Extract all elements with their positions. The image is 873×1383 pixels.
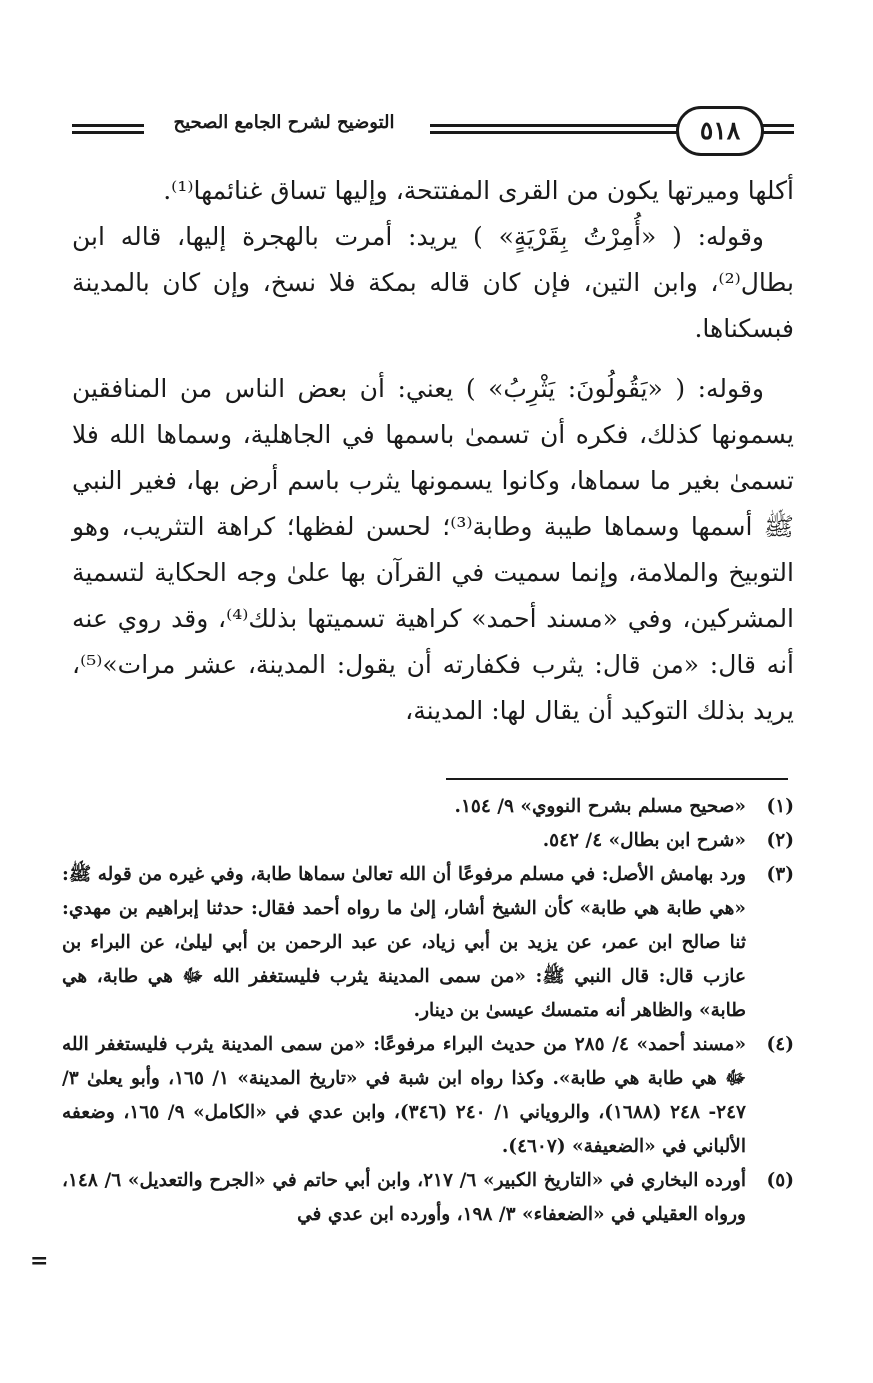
paragraph: أكلها وميرتها يكون من القرى المفتتحة، وإليها تساق غنائمها⁽¹⁾. bbox=[163, 176, 794, 205]
paragraph: وقوله: ( «يَقُولُونَ: يَثْرِبُ» ) يعني: أن بعض الناس من المنافقين يسمونها كذلك، فكره أن تسمىٰ باسمها في الجاهلية، وسماها الله فلا تسمىٰ بغير ما سماها، وكانوا يسمونها يثرب باسم أرض بها، فغير النبي ﷺ أسمها وسماها طيبة وطابة⁽³⁾؛ لحسن لفظها؛ كراهة التثريب، وهو التوبيخ والملامة، وإنما سميت في القرآن بها علىٰ وجه الحكاية لتسمية المشركين، وفي «مسند أحمد» كراهية تسميتها بذلك⁽⁴⁾، وقد روي عنه أنه قال: «من قال: يثرب فكفارته أن يقول: المدينة، عشر مرات»⁽⁵⁾، يريد بذلك التوكيد أن يقال لها: المدينة، bbox=[72, 374, 795, 725]
page-number-badge: ٥١٨ bbox=[676, 106, 764, 156]
footnote-number: (٢) bbox=[766, 830, 794, 851]
header-rule-middle bbox=[430, 124, 680, 134]
footnote-number: (٥) bbox=[766, 1170, 794, 1191]
paragraph: وقوله: ( «أُمِرْتُ بِقَرْيَةٍ» ) يريد: أمرت بالهجرة إليها، قاله ابن بطال⁽²⁾، وابن التين، فإن كان قاله بمكة فلا نسخ، وإن كان بالمدينة فبسكناها. bbox=[72, 222, 794, 343]
footnote-text: «مسند أحمد» ٤/ ٢٨٥ من حديث البراء مرفوعًا: «من سمى المدينة يثرب فليستغفر الله ﷻ هي طابة هي طابة». وكذا رواه ابن شبة في «تاريخ المدينة» ١/ ١٦٥، وأبو يعلىٰ ٣/ ٢٤٧- ٢٤٨ (١٦٨٨)، والروياني ١/ ٢٤٠ (٣٤٦)، وابن عدي في «الكامل» ٩/ ١٦٥، وضعفه الألباني في «الضعيفة» (٤٦٠٧). bbox=[62, 1034, 747, 1157]
page-header bbox=[72, 104, 794, 160]
header-rule-left bbox=[72, 124, 144, 134]
running-title: التوضيح لشرح الجامع الصحيح bbox=[173, 112, 395, 133]
footnote bbox=[62, 1028, 794, 1164]
footnote-text: «شرح ابن بطال» ٤/ ٥٤٢. bbox=[542, 830, 746, 851]
header-rule-right bbox=[760, 124, 794, 134]
footnote-text: ورد بهامش الأصل: في مسلم مرفوعًا أن الله تعالىٰ سماها طابة، وفي غيره من قوله ﷺ: «هي طابة هي طابة» كأن الشيخ أشار، إلىٰ ما رواه أحمد فقال: حدثنا إبراهيم بن مهدي: ثنا صالح ابن عمر، عن يزيد بن أبي زياد، عن عبد الرحمن بن أبي ليلىٰ، عن البراء بن عازب قال: قال النبي ﷺ: «من سمى المدينة يثرب فليستغفر الله ﷻ هي طابة، هي طابة» والظاهر أنه متمسك عيسىٰ بن دينار. bbox=[62, 864, 746, 1021]
footnote-number: (٣) bbox=[766, 864, 794, 885]
main-text bbox=[72, 168, 794, 734]
footnote bbox=[62, 1164, 794, 1232]
footnote-number: (١) bbox=[766, 796, 794, 817]
footnote-number: (٤) bbox=[766, 1034, 794, 1055]
footnote bbox=[62, 790, 794, 824]
footnote-separator bbox=[446, 778, 788, 780]
continuation-mark: = bbox=[30, 1248, 49, 1274]
footnote bbox=[62, 858, 794, 1028]
footnote-text: «صحيح مسلم بشرح النووي» ٩/ ١٥٤. bbox=[454, 796, 746, 817]
footnote-text: أورده البخاري في «التاريخ الكبير» ٦/ ٢١٧، وابن أبي حاتم في «الجرح والتعديل» ٦/ ١٤٨، ورواه العقيلي في «الضعفاء» ٣/ ١٩٨، وأورده ابن عدي في bbox=[62, 1170, 746, 1225]
footnotes bbox=[62, 790, 794, 1232]
footnote bbox=[62, 824, 794, 858]
